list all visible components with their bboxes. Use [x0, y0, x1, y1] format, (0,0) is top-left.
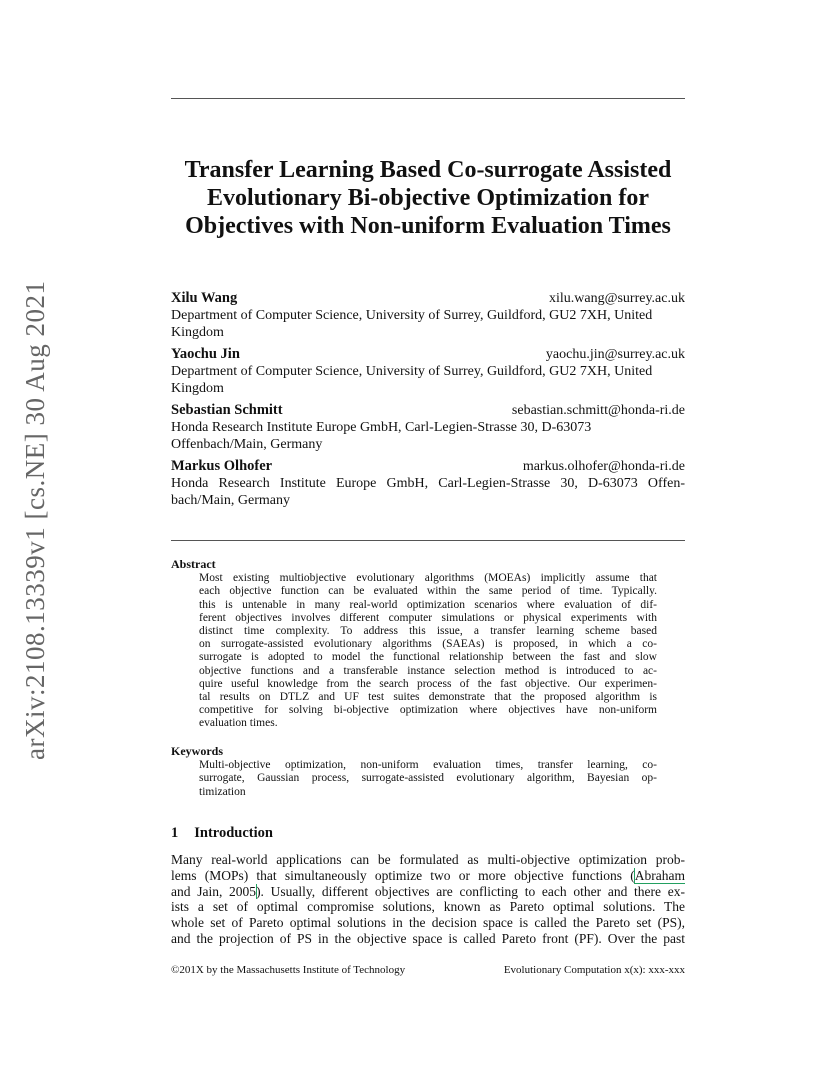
title-line: Transfer Learning Based Co-surrogate Assisted	[184, 157, 672, 183]
keywords-body	[199, 759, 657, 799]
arxiv-sidebar-stamp: arXiv:2108.13339v1 [cs.NE] 30 Aug 2021	[20, 280, 50, 760]
author-name: Sebastian Schmitt	[171, 402, 283, 418]
intro-line: and the projection of PS in the objective space is called Pareto front (PF). Over the past	[171, 930, 685, 946]
citation-link[interactable]: Abraham	[634, 867, 685, 883]
abstract-line: tal results on DTLZ and UF test suites demonstrate that the proposed algorithm is	[199, 690, 657, 703]
abstract-line: distinct time complexity. To address this issue, a transfer learning scheme based	[199, 624, 657, 637]
author-affiliation: Offenbach/Main, Germany	[171, 437, 323, 452]
intro-line	[171, 868, 685, 884]
paper-title	[171, 156, 685, 240]
keywords-line: Multi-objective optimization, non-uniform evaluation times, transfer learning, co-	[199, 759, 657, 772]
abstract-line: each objective function can be evaluated within the same period of time. Typically.	[199, 585, 657, 598]
author-affiliation: Kingdom	[171, 381, 224, 396]
section-title: Introduction	[194, 825, 273, 841]
author-affiliation: Honda Research Institute Europe GmbH, Carl-Legien-Strasse 30, D-63073	[171, 420, 592, 435]
author-block	[171, 458, 685, 509]
keywords-section	[171, 745, 685, 799]
abstract-heading: Abstract	[171, 557, 216, 571]
abstract-line: evaluation times.	[199, 717, 278, 730]
intro-text: ). Usually, different objectives are conflicting to each other and there ex-	[256, 883, 685, 899]
section-number: 1	[171, 825, 179, 841]
intro-heading	[171, 825, 273, 842]
abstract-line: surrogate is adopted to model the functional relationship between the fast and slow	[199, 651, 657, 664]
intro-line: whole set of Pareto optimal solutions in the decision space is called the Pareto set (PS),	[171, 915, 685, 931]
author-affiliation: Kingdom	[171, 325, 224, 340]
abstract-line: Most existing multiobjective evolutionary algorithms (MOEAs) implicitly assume that	[199, 572, 657, 585]
intro-line: ists a set of optimal compromise solutions, known as Pareto optimal solutions. The	[171, 899, 685, 915]
citation-link[interactable]: and Jain, 2005	[171, 883, 257, 899]
abstract-line: this is untenable in many real-world optimization scenarios where evaluation of dif-	[199, 598, 657, 611]
author-email[interactable]: sebastian.schmitt@honda-ri.de	[511, 403, 685, 418]
author-block	[171, 402, 685, 453]
title-line: Evolutionary Bi-objective Optimization for	[207, 185, 649, 211]
keywords-heading: Keywords	[171, 744, 223, 758]
page-footer	[171, 964, 685, 976]
header-rule	[171, 98, 685, 99]
abstract-line: ferent objectives involves different computer simulations or physical experiments with	[199, 611, 657, 624]
abstract-section	[171, 558, 685, 730]
intro-text: lems (MOPs) that simultaneously optimize two or more objective functions (	[171, 867, 635, 883]
intro-paragraph	[171, 852, 685, 947]
author-name: Yaochu Jin	[171, 346, 240, 362]
author-affiliation: bach/Main, Germany	[171, 493, 290, 508]
abstract-body	[199, 572, 657, 730]
footer-copyright: ©201X by the Massachusetts Institute of Technology	[171, 964, 406, 976]
intro-line: Many real-world applications can be formulated as multi-objective optimization prob-	[171, 852, 685, 867]
author-affiliation: Department of Computer Science, University of Surrey, Guildford, GU2 7XH, United	[171, 364, 653, 379]
keywords-line: timization	[199, 785, 246, 798]
author-list	[171, 290, 685, 514]
section-rule	[171, 540, 685, 541]
abstract-line: objective functions and a transferable instance selection method is introduced to ac-	[199, 664, 657, 677]
author-block	[171, 290, 685, 341]
author-block	[171, 346, 685, 397]
abstract-line: competitive for solving bi-objective optimization where objectives have non-uniform	[199, 704, 657, 717]
author-email[interactable]: markus.olhofer@honda-ri.de	[522, 459, 685, 474]
keywords-line: surrogate, Gaussian process, surrogate-assisted evolutionary algorithm, Bayesian op-	[199, 772, 657, 785]
author-email[interactable]: yaochu.jin@surrey.ac.uk	[545, 347, 685, 362]
footer-journal: Evolutionary Computation x(x): xxx-xxx	[503, 964, 685, 976]
intro-line	[171, 884, 685, 900]
abstract-line: quire useful knowledge from the search process of the fast objective. Our experimen-	[199, 677, 657, 690]
author-affiliation: Department of Computer Science, University of Surrey, Guildford, GU2 7XH, United	[171, 308, 653, 323]
author-email[interactable]: xilu.wang@surrey.ac.uk	[548, 291, 685, 306]
title-line: Objectives with Non-uniform Evaluation Times	[185, 213, 671, 239]
abstract-line: on surrogate-assisted evolutionary algorithms (SAEAs) is proposed, in which a co-	[199, 638, 657, 651]
author-name: Xilu Wang	[171, 290, 238, 306]
author-name: Markus Olhofer	[171, 458, 273, 474]
author-affiliation: Honda Research Institute Europe GmbH, Carl-Legien-Strasse 30, D-63073 Offen-	[171, 476, 685, 491]
